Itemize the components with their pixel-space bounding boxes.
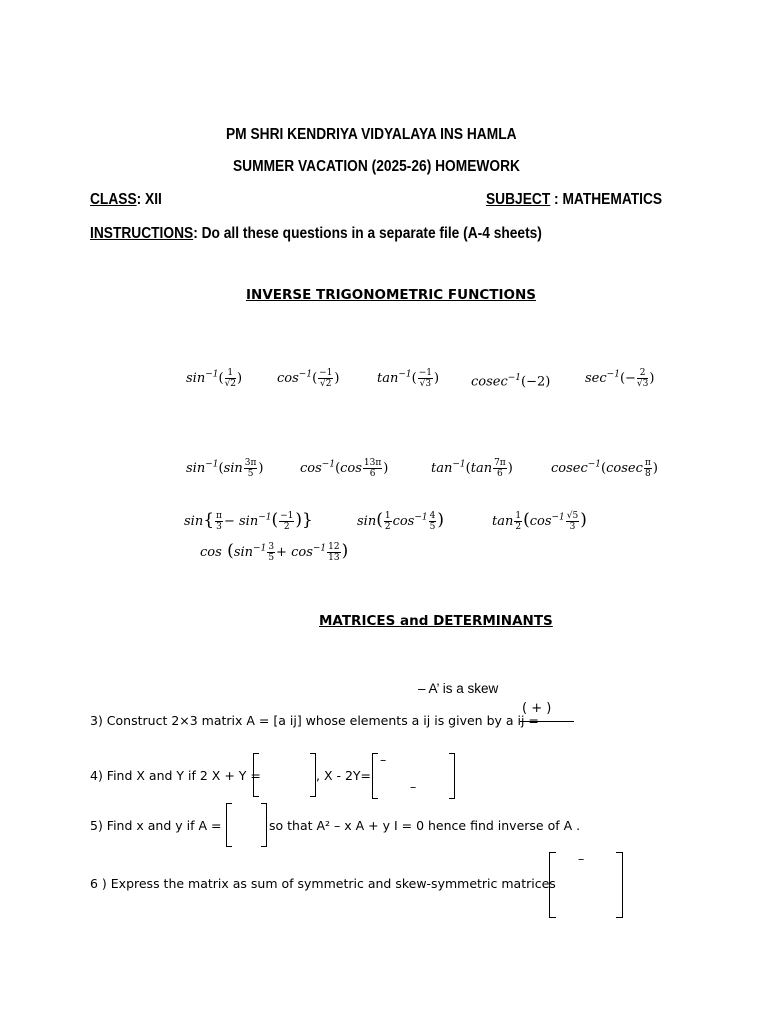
question-4-mid: , X - 2Y= <box>316 768 372 783</box>
class-line <box>90 191 162 209</box>
q6-matrix-left-bracket <box>549 852 556 918</box>
q5-matrix-left-bracket <box>226 803 232 847</box>
expr-tan-inv-neg1-root3: $\tan^{-1}$( $\frac{-1}{√3}$ ) <box>377 368 440 389</box>
expr-tan-half-cos-inv-root5-3: tan $\frac{1}{2}$ ($\cos^{-1}$ $\frac{√5}{3}$ ) <box>492 510 587 532</box>
subject-line <box>486 191 662 209</box>
school-name: PM SHRI KENDRIYA VIDYALAYA INS HAMLA <box>226 126 517 143</box>
section-title-inverse-trig: INVERSE TRIGONOMETRIC FUNCTIONS <box>246 287 536 303</box>
q4-matrix2-bottom-entry: – <box>410 779 417 794</box>
expr-sin-half-cos-inv-4-5: sin( $\frac{1}{2}$ $\cos^{-1}$ $\frac{4}{5}$ ) <box>357 510 445 532</box>
expr-cosec-inv-cosec-pi-8: cosec$^{-1}$(cosec $\frac{\pi}{8}$ ) <box>551 458 658 479</box>
q6-matrix-top-entry: – <box>578 851 585 866</box>
instructions-label: INSTRUCTIONS <box>90 225 194 242</box>
expr-sec-inv-neg2-root3: $\sec^{-1}(-$ $\frac{2}{√3}$ ) <box>585 368 655 389</box>
subject-value: : MATHEMATICS <box>550 191 663 208</box>
q4-matrix2-right-bracket <box>449 753 455 799</box>
question-6: 6 ) Express the matrix as sum of symmetric and skew-symmetric matrices <box>90 876 556 891</box>
expr-tan-inv-tan-7pi-6: $\tan^{-1}(\tan$ $\frac{7\pi}{6}$ ) <box>431 458 513 479</box>
q4-matrix2-top-entry: – <box>380 752 387 767</box>
homework-title: SUMMER VACATION (2025-26) HOMEWORK <box>233 158 520 175</box>
expr-sin-pi3-minus-sin-inv: sin{ $\frac{\pi}{3}$ − $\sin^{-1}$( $\frac{-1}{2}$ )} <box>184 510 313 532</box>
expr-cos-inv-cos-13pi-6: $\cos^{-1}(\cos$ $\frac{13\pi}{6}$ ) <box>300 458 389 479</box>
q3-fraction-bar <box>520 721 574 722</box>
expr-cos-inv-neg1-root2: $\cos^{-1}$( $\frac{-1}{√2}$ ) <box>277 368 340 389</box>
q6-matrix-right-bracket <box>616 852 623 918</box>
question-3: 3) Construct 2×3 matrix A = [a ij] whose elements a ij is given by a ij = <box>90 713 539 728</box>
expr-sin-inv-1-root2: $\sin^{-1}$( $\frac{1}{√2}$ ) <box>186 368 243 389</box>
class-value: : XII <box>136 191 162 208</box>
expr-cos-sin-inv-plus-cos-inv: $\cos (\sin^{-1}$ $\frac{3}{5}$ + $\cos^{-1}$ $\frac{12}{13}$ ) <box>200 541 349 563</box>
expr-sin-inv-sin-3pi-5: $\sin^{-1}(\sin$ $\frac{3\pi}{5}$ ) <box>186 458 264 479</box>
skew-fragment: – A’ is a skew <box>418 681 499 696</box>
q3-fraction-numerator: ( + ) <box>522 701 552 716</box>
question-4-prefix: 4) Find X and Y if 2 X + Y = <box>90 768 261 783</box>
section-title-matrices: MATRICES and DETERMINANTS <box>319 613 553 629</box>
instructions-value: : Do all these questions in a separate file (A-4 sheets) <box>193 225 542 242</box>
subject-label: SUBJECT <box>486 191 551 208</box>
question-5-prefix: 5) Find x and y if A = <box>90 818 222 833</box>
instructions-line <box>90 225 542 243</box>
q5-matrix-right-bracket <box>261 803 267 847</box>
q4-matrix1-left-bracket <box>253 753 259 797</box>
expr-cosec-inv-neg2: cosec$^{-1}$(−2) <box>471 373 551 390</box>
class-label: CLASS <box>90 191 137 208</box>
q4-matrix2-left-bracket <box>372 753 378 799</box>
question-5-suffix: so that A² – x A + y I = 0 hence find inverse of A . <box>269 818 581 833</box>
